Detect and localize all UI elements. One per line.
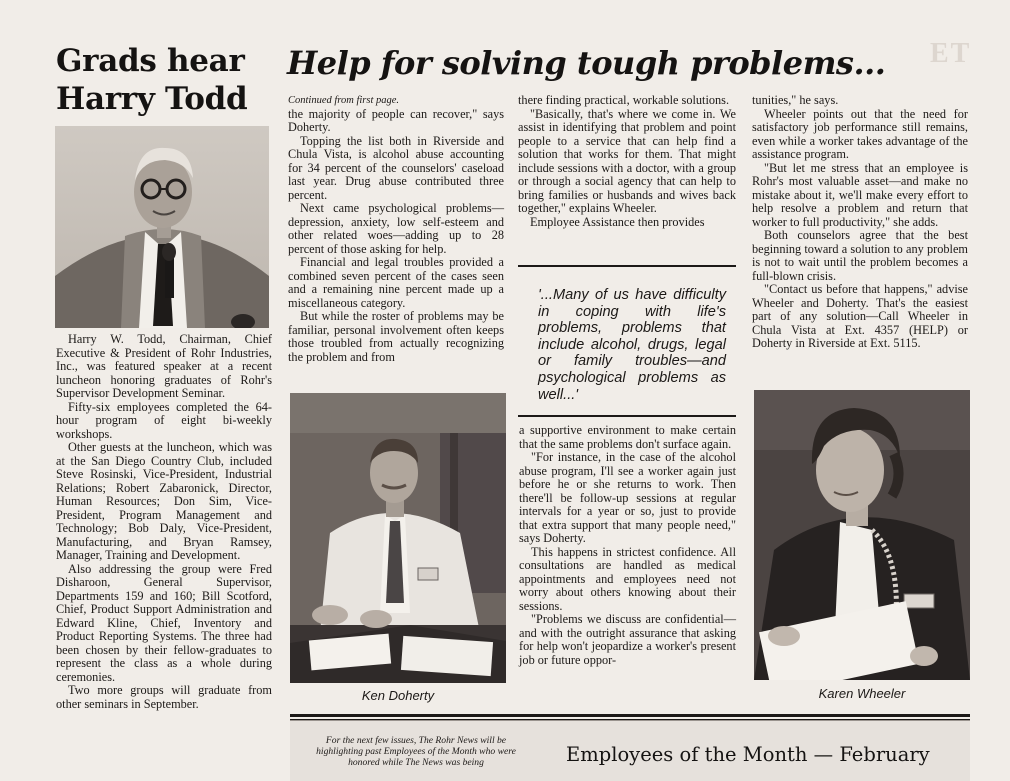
article-column-2-top bbox=[518, 94, 736, 229]
article-headline: Help for solving tough problems... bbox=[287, 44, 886, 82]
article-paragraph: Employee Assistance then provides bbox=[530, 214, 705, 229]
sidebar-text bbox=[56, 333, 272, 711]
article-column-2-bottom bbox=[519, 424, 736, 667]
article-paragraph: Wheeler points out that the need for satisfactory job performance still remains, even while a worker takes advantage of the assistance program. bbox=[752, 106, 968, 161]
feature-title: Employees of the Month — February bbox=[566, 743, 930, 766]
article-column-3 bbox=[752, 94, 968, 351]
sidebar-headline: Grads hear Harry Todd bbox=[56, 43, 248, 117]
article-paragraph: This happens in strictest confidence. All consultations are handled as medical appointments and employees need not worry about others knowing about their sessions. bbox=[519, 544, 736, 613]
article-paragraph: a supportive environment to make certain that the same problems don't surface again. bbox=[519, 423, 736, 451]
article-paragraph: "Basically, that's where we come in. We assist in identifying that problem and point people to a service that can help find a solution that works for them. That might include sessions with a doctor, with a group or through a social agency that can help to bring families or husbands and wives back together," explains Wheeler. bbox=[518, 106, 736, 215]
article-column-1 bbox=[288, 94, 504, 364]
photo-harry-todd bbox=[55, 126, 269, 328]
article-paragraph: Both counselors agree that the best beginning toward a solution to any problem is not to wait until the problem becomes a full-blown crisis. bbox=[752, 228, 968, 283]
article-paragraph: "But let me stress that an employee is Rohr's most valuable asset—and make no mistake about it, we'll make every effort to help resolve a problem and return that worker to full productivity," she adds. bbox=[752, 160, 968, 229]
article-paragraph: "For instance, in the case of the alcohol abuse program, I'll see a worker again just before he or she returns to work. Then there'll be follow-up sessions at regular intervals for a year or so, just to provide that extra support that many people need," says Doherty. bbox=[519, 450, 736, 545]
article-paragraph: there finding practical, workable solutions. bbox=[518, 93, 730, 107]
sidebar-paragraph: Two more groups will graduate from other seminars in September. bbox=[56, 683, 272, 711]
continued-note: Continued from first page. bbox=[288, 95, 400, 106]
sidebar-paragraph: Harry W. Todd, Chairman, Chief Executive & President of Rohr Industries, Inc., was featured speaker at a recent luncheon honoring graduates of Rohr's Supervisor Development Seminar. bbox=[56, 332, 272, 400]
photo-karen-wheeler bbox=[754, 390, 970, 680]
photo-ken-doherty bbox=[290, 393, 506, 683]
bleed-through-text: ET bbox=[930, 38, 972, 69]
caption-karen-wheeler: Karen Wheeler bbox=[818, 686, 906, 701]
pull-quote: '...Many of us have difficulty in coping with life's problems, problems that include alcohol, drugs, legal or family troubles—and psychological problems as well...' bbox=[538, 287, 726, 403]
sidebar-paragraph: Fifty-six employees completed the 64-hour program of eight bi-weekly workshops. bbox=[56, 399, 272, 441]
sidebar-paragraph: Also addressing the group were Fred Disharoon, General Supervisor, Departments 159 and 160; Bill Scotford, Chief, Product Support Administration and Edward Kline, Chief, Inventory and Product Reporting Systems. The three had been chosen by their fellow-graduates to represent the class as a whole during ceremonies. bbox=[56, 561, 272, 684]
pull-quote-box bbox=[518, 265, 736, 417]
article-paragraph: tunities," he says. bbox=[752, 93, 839, 107]
article-paragraph: But while the roster of problems may be familiar, personal involvement often keeps those troubled from actually recognizing the problem and from bbox=[288, 309, 504, 364]
article-paragraph: the majority of people can recover," says Doherty. bbox=[288, 106, 504, 134]
promo-note: For the next few issues, The Rohr News will be highlighting past Employees of the Month who were honored while The News was being bbox=[316, 735, 516, 768]
article-paragraph: Next came psychological problems—depression, anxiety, low self-esteem and other related woes—adding up to 28 percent of those asking for help. bbox=[288, 201, 504, 256]
article-paragraph: Financial and legal troubles provided a combined seven percent of the cases seen and a remaining nine percent made up a miscellaneous category. bbox=[288, 255, 504, 310]
caption-ken-doherty: Ken Doherty bbox=[361, 688, 435, 703]
article-paragraph: Topping the list both in Riverside and Chula Vista, is alcohol abuse accounting for 34 percent of the counselors' caseload last year. Drug abuse contributed three percent. bbox=[288, 133, 504, 202]
sidebar-paragraph: Other guests at the luncheon, which was at the San Diego Country Club, included Steve Rosinski, Vice-President, Industrial Relations; Robert Zabaronick, Director, Human Resources; Don Sim, Vice-President, Program Management and Technology; Bob Daly, Vice-President, Manufacturing, and Bryan Ramsey, Manager, Training and Development. bbox=[56, 440, 272, 562]
article-paragraph: "Problems we discuss are confidential—and with the outright assurance that asking for help won't jeopardize a worker's present job or future oppor- bbox=[519, 612, 736, 667]
article-paragraph: "Contact us before that happens," advise Wheeler and Doherty. That's the easiest part of any solution—Call Wheeler in Chula Vista at Ext. 4357 (HELP) or Doherty in Riverside at Ext. 5115. bbox=[752, 282, 968, 350]
article-bottom-rule bbox=[290, 714, 970, 717]
